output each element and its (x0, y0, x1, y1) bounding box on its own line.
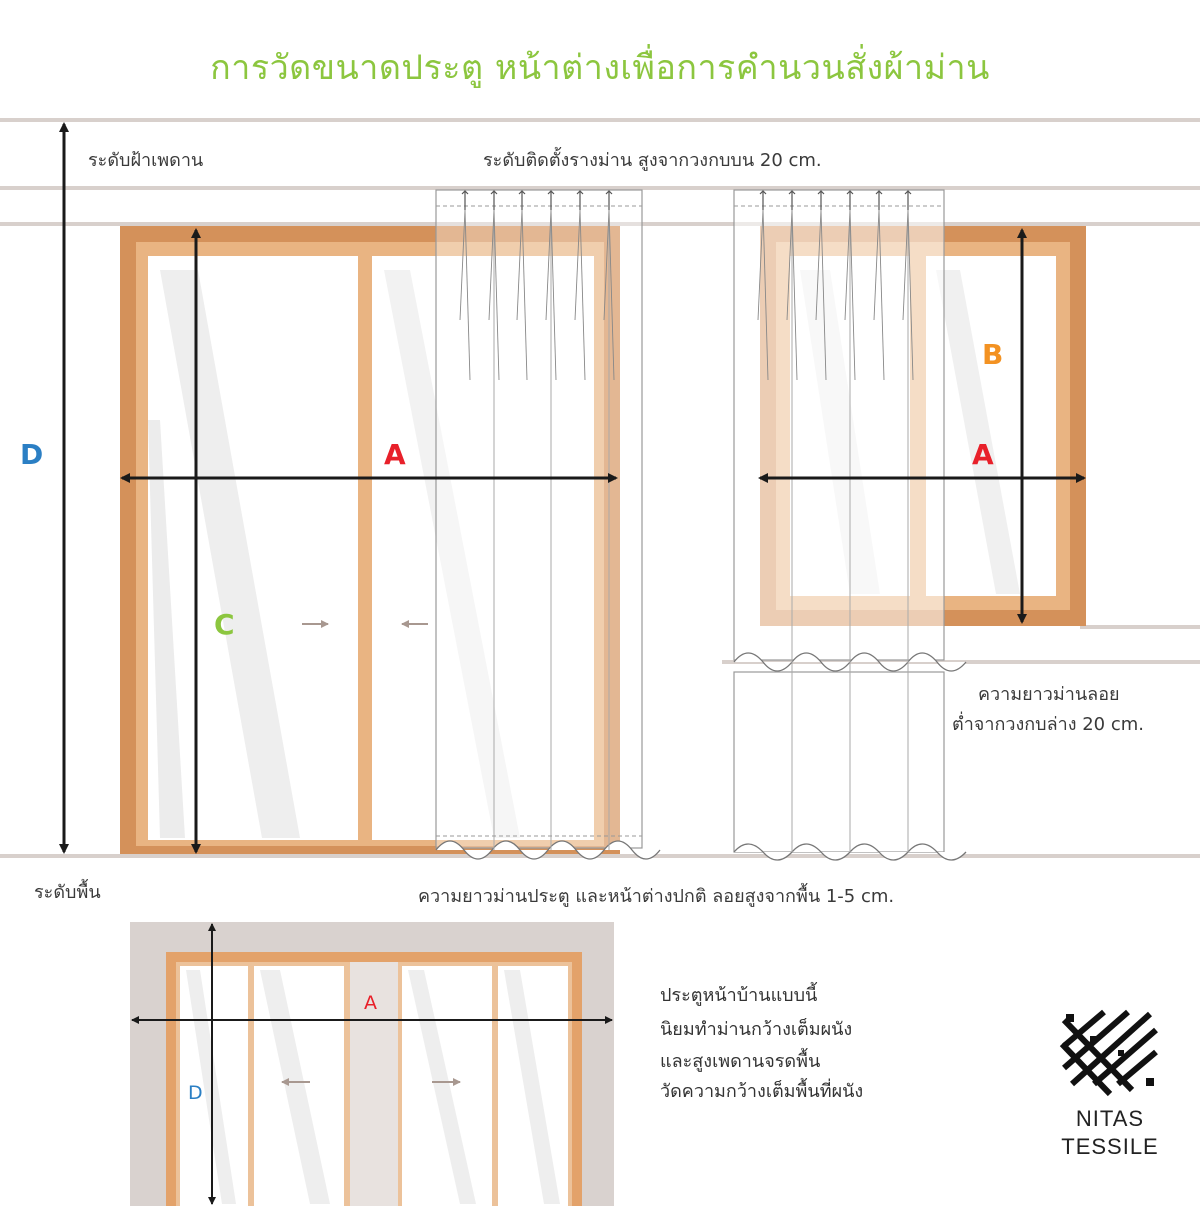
logo-text-line1: NITAS (1075, 1106, 1145, 1131)
ceiling-level-label: ระดับฝ้าเพดาน (88, 150, 204, 171)
rail-height-label: ระดับติดตั้งรางม่าน สูงจากวงกบบน 20 cm. (483, 150, 822, 171)
measure-d-small-label: D (188, 1082, 203, 1104)
note-line-1: ประตูหน้าบ้านแบบนี้ (660, 985, 818, 1006)
logo-text-line2: TESSILE (1061, 1134, 1159, 1159)
door-curtain-length-label: ความยาวม่านประตู และหน้าต่างปกติ ลอยสูงจากพื้น 1-5 cm. (418, 886, 895, 907)
note-line-3: และสูงเพดานจรดพื้น (660, 1051, 821, 1072)
note-line-4: วัดความกว้างเต็มพื้นที่ผนัง (660, 1081, 864, 1102)
nitas-tessile-logo-mark (1062, 1012, 1156, 1094)
measure-d-label: D (20, 438, 44, 471)
note-line-2: นิยมทำม่านกว้างเต็มผนัง (660, 1019, 853, 1040)
wall-door-illustration (130, 922, 614, 1206)
window-curtain-length-label-line1: ความยาวม่านลอย (978, 684, 1120, 705)
window-curtain (734, 190, 966, 860)
measure-a-door-label: A (384, 438, 406, 471)
measure-a-small-label: A (364, 992, 377, 1014)
measure-a-window-label: A (972, 438, 994, 471)
floor-level-label: ระดับพื้น (34, 882, 101, 903)
measure-c-label: C (214, 608, 235, 641)
door-curtain (436, 190, 660, 859)
window-curtain-length-label-line2: ต่ำจากวงกบล่าง 20 cm. (952, 714, 1144, 735)
measure-b-label: B (982, 338, 1004, 371)
page-title: การวัดขนาดประตู หน้าต่างเพื่อการคำนวนสั่งผ้าม่าน (210, 48, 990, 88)
